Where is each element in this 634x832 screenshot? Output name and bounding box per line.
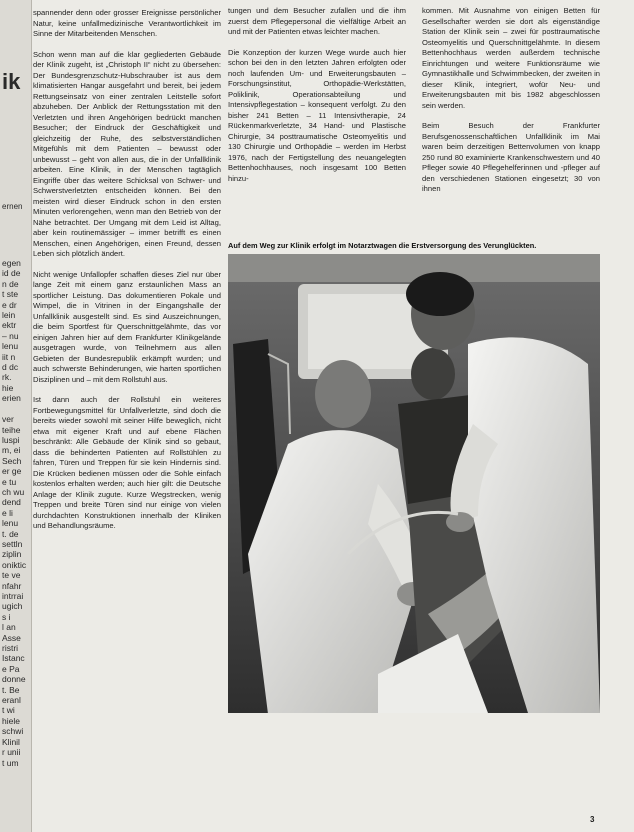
text-column-1: [33, 8, 221, 828]
adjacent-page-fragment-line: erien: [2, 393, 21, 404]
adjacent-page-fragment-line: egen: [2, 258, 21, 268]
paragraph: Nicht wenige Unfallopfer schaffen dieses Ziel nur über lange Zeit mit einem ganz erstaunlichen Mass an sportlicher Leistung. Das dokumentieren Pokale und Wimpel, die in Vitrinen in der Eingangshalle der Unfallklinik ausgestellt sind. Es sind Auszeichnungen, die beim Sportfest für Querschnittgelähmte, das vor einigen Jahren hier auf dem Frankfurter Klinikgelände ausgetragen wurde, von Teilnehmern aus allen Gebieten der Bundesrepublik erkämpft wurden; und auch schwerste Behinderungen, wie harten sportlichen Disziplinen und – mit dem Rollstuhl aus.: [33, 269, 221, 384]
adjacent-page-fragment-line: s i: [2, 611, 11, 622]
adjacent-page-fragment-line: donne: [2, 674, 26, 685]
paragraph: Die Konzeption der kurzen Wege wurde auch hier schon bei den in den letzten Jahren erfolgten oder noch laufenden Um- und Erweiterungsbauten – Forschungsinstitut, Orthopädie-Werkstätten, Poliklinik, Operationsabteilung und Intensivpflegestation – konsequent verfolgt. Zu den bisher 241 Betten – 11 Intensivtherapie, 24 Rückenmarkverletzte, 34 Hand- und Plastische Chirurgie, 34 posttraumatische Osteomyelitis und 130 Chirurgie und Orthopädie – werden im Herbst 1976, nach der Fertigstellung des neuangelegten Bettenhochhauses, noch insgesamt 100 Betten hinzu-: [228, 47, 406, 183]
adjacent-page-fragment-line: lein: [2, 310, 16, 321]
adjacent-page-fragment-line: ugich: [2, 601, 23, 612]
adjacent-page-fragment-line: er ge: [2, 466, 22, 477]
adjacent-page-fragment-line: Istanc: [2, 653, 25, 664]
text-column-3: [422, 6, 600, 238]
text-column-2: [228, 6, 406, 238]
adjacent-page-fragment-line: e tu: [2, 476, 17, 487]
adjacent-page-fragment-line: – nu: [2, 330, 19, 341]
page-number: 3: [590, 815, 595, 824]
paragraph: tungen und dem Besucher zufallen und die ihm zuerst dem Pflegepersonal die vielfältige Arbeit an und mit der Patienten etwas leichter machen.: [228, 6, 406, 36]
adjacent-page-fragment-line: ektr: [2, 320, 17, 331]
adjacent-page-fragment-line: nfahr: [2, 580, 22, 591]
adjacent-page-fragment-line: Klinil: [2, 736, 20, 747]
adjacent-page-fragment-line: m, ei: [2, 445, 21, 456]
adjacent-page-fragment-line: [2, 404, 26, 414]
adjacent-page-heading-fragment: ik: [2, 69, 21, 94]
adjacent-page-fragment-line: schwi: [2, 726, 24, 737]
adjacent-page-fragment-line: e li: [2, 507, 13, 518]
adjacent-page-fragment-line: ver: [2, 414, 14, 425]
adjacent-page-fragment-line: eranl: [2, 695, 21, 706]
adjacent-page-fragment-line: te ve: [2, 570, 21, 581]
paragraph: Ist dann auch der Rollstuhl ein weiteres Fortbewegungsmittel für Unfallverletzte, sind doch die bereits wieder sowohl mit seiner Hilfe beweglich, nicht etwa mit eigener Kraft und auf ebene Flächen beschränkt: Alle Gebäude der Klinik sind so gebaut, dass die behinderten Patienten auf Rollstühlen zu fahren, Türen und Treppen für sie kein Hindernis sind. Die Krücken bedienen müssen oder die Sohle einfach kostenlos erhalten werden; auch hier gilt: die Deutsche Anlage der Klinik zugute. Kurze Wegstrecken, wenig Treppen und breite Türen sind nur einige von vielen durchdachten Konstruktionen innerhalb der Kliniken und Behandlungsräume.: [33, 395, 221, 530]
adjacent-page-fragment-line: e Pa: [2, 663, 20, 674]
adjacent-page-fragment-line: d dc: [2, 362, 19, 373]
adjacent-page-fragment-line: oniktic: [2, 559, 27, 570]
paragraph: kommen. Mit Ausnahme von einigen Betten für Gesellschafter werden sie dort als eigenständige Station der Klinik sein – zwei für posttraumatische Osteomyelitis und Querschnittgelähmte. In diesem Bettenhochhaus werden außerdem technische Einrichtungen und weitere Funktionsräume wie Gymnastikhalle und Schwimmbecken, der zweiten in dieser Klinik, integriert, wofür Neu- und Erweiterungsbauten mit bis 1982 abgeschlossen sein werden.: [422, 6, 600, 110]
adjacent-page-fragment-line: l an: [2, 622, 16, 633]
adjacent-page-fragment-line: t um: [2, 757, 19, 768]
adjacent-page-fragment-line: lenu: [2, 518, 19, 529]
adjacent-page-fragment-line: t ste: [2, 289, 19, 300]
adjacent-page-fragment-line: dend: [2, 497, 21, 508]
adjacent-page-label-fragment: ernen: [2, 202, 23, 211]
adjacent-page-fragment-line: id de: [2, 268, 21, 279]
adjacent-page-fragment-line: lenu: [2, 341, 19, 352]
adjacent-page-fragment-line: t. de: [2, 528, 19, 539]
adjacent-page-fragment-line: iit n: [2, 351, 16, 362]
adjacent-page-fragment-line: teihe: [2, 424, 21, 435]
adjacent-page-fragment-line: rk.: [2, 372, 12, 383]
adjacent-page-fragment-line: ristri: [2, 643, 19, 654]
adjacent-page-fragment-line: Sech: [2, 455, 22, 466]
adjacent-page-fragment-line: ziplin: [2, 549, 22, 560]
adjacent-page-fragment-line: Asse: [2, 632, 21, 643]
adjacent-page-fragment-line: hie: [2, 382, 14, 393]
photo-caption: Auf dem Weg zur Klinik erfolgt im Notarztwagen die Erstversorgung des Verunglückten.: [228, 241, 537, 250]
adjacent-page-strip: [0, 0, 32, 832]
paragraph: spannender denn oder grosser Ereignisse persönlicher Natur, keine unfallmedizinische Verantwortlichkeit im Sinne der Mitarbeitenden Menschen.: [33, 8, 221, 38]
adjacent-page-fragment-line: t wi: [2, 705, 15, 716]
paragraph: Beim Besuch der Frankfurter Berufsgenossenschaftlichen Unfallklinik im Mai waren beim derzeitigen Bettenvolumen von knapp 250 rund 80 examinierte Krankenschwestern und 40 Pfleger sowie 40 Pflegehelferinnen und -pfleger auf den verschiedenen Stationen eingesetzt; 30 von ihnen: [422, 121, 600, 193]
adjacent-page-text-fragments: [2, 258, 26, 768]
ambulance-photo: [228, 254, 600, 713]
adjacent-page-fragment-line: e dr: [2, 299, 17, 310]
adjacent-page-fragment-line: ch wu: [2, 486, 25, 497]
paragraph: Schon wenn man auf die klar gegliederten Gebäude der Klinik zugeht, ist „Christoph II“ nicht zu übersehen: Der Bundesgrenzschutz-Hubschrauber ist aus dem klimatisierten Hangar ausgefahrt und bereit, bei jedem Rettungseinsatz von einer zentralen Leitstelle sofort abzuheben. Der Anblick der Rettungsstation mit den Verletzten und ihren Angehörigen bedrückt manchen Besucher; der Eindruck der Geschäftigkeit und gleichzeitig der Ruhe, des selbstverständlichen Mitgefühls mit dem Patienten – bewusst oder unbewusst – geht von allen aus, die in der Unfallklinik arbeiten. Eine Klinik, in der Menschen tagtäglich Eingriffe über das weitere Schicksal von Schwer- und Schwerstverletzten entscheiden können. Bei den meisten wird dieser Eindruck schon in den ersten Minuten verlorengehen, wenn man den Betrieb von der Nähe betrachtet. Der Umgang mit dem Leid ist Alltag, aber kein routinemässiger – immer betrifft es einen Menschen, einen Angehörigen, einen Freund, dessen Leben sich plötzlich ändert.: [33, 49, 221, 258]
adjacent-page-fragment-line: settln: [2, 538, 23, 549]
adjacent-page-fragment-line: n de: [2, 278, 19, 289]
adjacent-page-fragment-line: r unii: [2, 747, 21, 758]
adjacent-page-fragment-line: hiele: [2, 715, 20, 726]
adjacent-page-fragment-line: intrrai: [2, 591, 24, 601]
adjacent-page-fragment-line: t. Be: [2, 684, 20, 695]
adjacent-page-fragment-line: luspi: [2, 434, 20, 445]
